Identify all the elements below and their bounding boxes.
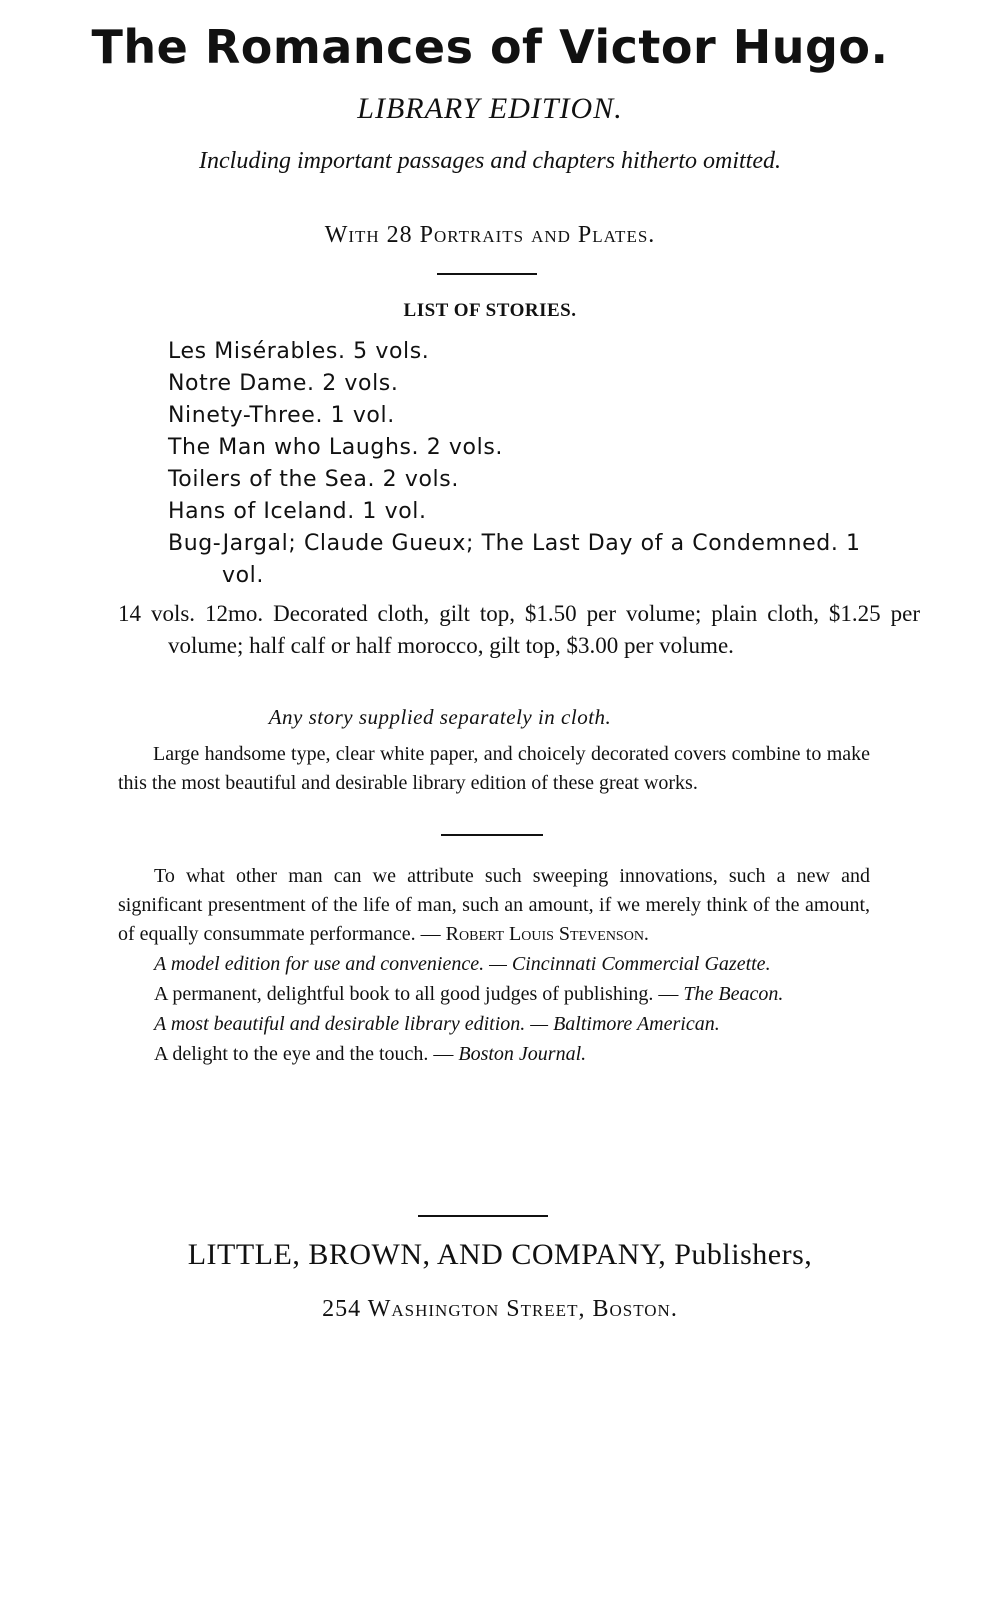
list-item: Notre Dame. 2 vols. [168, 371, 399, 396]
quote-source: The Beacon. [683, 983, 784, 1005]
publisher-address: 254 Washington Street, Boston. [322, 1296, 678, 1322]
divider-top [437, 273, 537, 275]
edition-description: Large handsome type, clear white paper, and choicely decorated covers combine to make this the most beautiful and desirable library edition of these great works. [118, 743, 870, 794]
quote-text: A delight to the eye and the touch. — [154, 1043, 454, 1065]
quote [118, 1010, 870, 1039]
quote [118, 862, 870, 949]
list-item: Toilers of the Sea. 2 vols. [168, 467, 459, 492]
plates-note: With 28 Portraits and Plates. [324, 222, 656, 248]
quote [118, 980, 870, 1009]
quote-source: Baltimore American. [553, 1013, 720, 1035]
list-item: Hans of Iceland. 1 vol. [168, 499, 427, 524]
quote-text: To what other man can we attribute such sweeping innovations, such a new and significant presentment of the life of man, such an amount, if we merely think of the amount, of equally consummate performance. — [118, 865, 870, 945]
list-item: The Man who Laughs. 2 vols. [168, 435, 503, 460]
quote-source: Boston Journal. [458, 1043, 587, 1065]
divider-bottom [418, 1215, 548, 1217]
quote-source: Cincinnati Commercial Gazette. [511, 953, 771, 975]
edition-note: Including important passages and chapters hitherto omitted. [199, 148, 781, 174]
quote-text: A permanent, delightful book to all good judges of publishing. — [154, 983, 679, 1005]
quote-text: A model edition for use and convenience. — [154, 953, 507, 975]
supplied-note: Any story supplied separately in cloth. [268, 705, 612, 729]
divider-middle [441, 834, 543, 836]
stories-list [168, 336, 868, 592]
stories-heading: LIST OF STORIES. [403, 300, 577, 321]
quote [118, 1040, 870, 1069]
list-item: Ninety-Three. 1 vol. [168, 403, 395, 428]
edition-label: LIBRARY EDITION. [357, 92, 623, 125]
list-item: Les Misérables. 5 vols. [168, 339, 430, 364]
publisher-name: LITTLE, BROWN, AND COMPANY, Publishers, [187, 1238, 813, 1271]
page-title: The Romances of Victor Hugo. [91, 20, 889, 74]
quote [118, 950, 870, 979]
list-item: Bug-Jargal; Claude Gueux; The Last Day of a Condemned. 1 vol. [168, 531, 861, 588]
quote-text: A most beautiful and desirable library edition. — [154, 1013, 549, 1035]
press-quotes [118, 862, 870, 1070]
quote-source: Robert Louis Stevenson. [445, 923, 649, 945]
pricing-text: 14 vols. 12mo. Decorated cloth, gilt top, $1.50 per volume; plain cloth, $1.25 per volume; half calf or half morocco, gilt top, $3.00 per volume. [118, 601, 920, 658]
